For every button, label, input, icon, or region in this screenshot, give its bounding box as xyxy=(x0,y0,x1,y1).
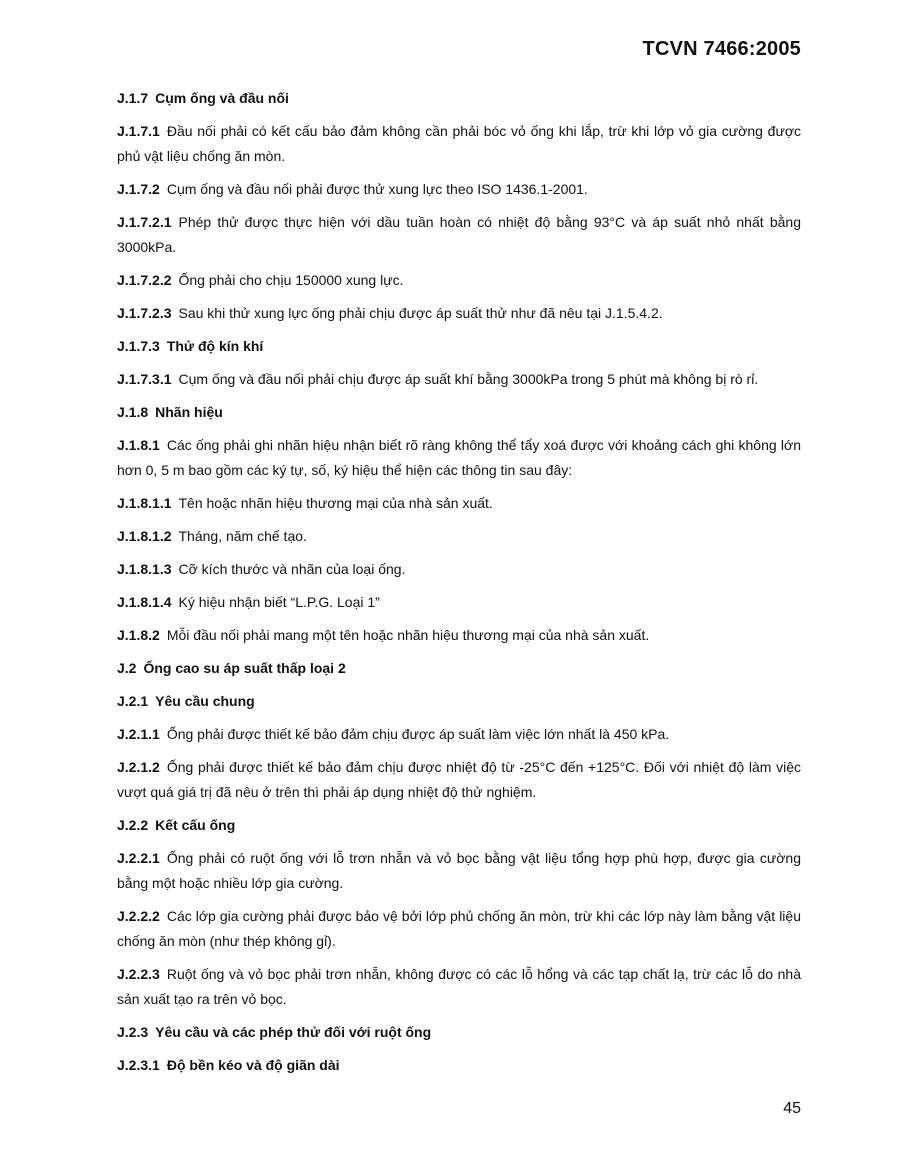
clause-text: Kết cấu ống xyxy=(155,817,236,833)
clause-text: Đầu nối phải có kết cấu bảo đảm không cần phải bóc vỏ ống khi lắp, trừ khi lớp vỏ gia cường được phủ vật liệu chống ăn mòn. xyxy=(117,123,801,164)
clause-paragraph xyxy=(117,904,801,954)
clause-paragraph xyxy=(117,491,801,516)
clause-text: Sau khi thử xung lực ống phải chịu được áp suất thử như đã nêu tại J.1.5.4.2. xyxy=(178,305,663,321)
clause-number: J.2.2.1 xyxy=(117,850,160,866)
clause-number: J.2.2 xyxy=(117,817,149,833)
clause-text: Ruột ống và vỏ bọc phải trơn nhẵn, không được có các lỗ hổng và các tạp chất lạ, trừ các lỗ do nhà sản xuất tạo ra trên vỏ bọc. xyxy=(117,966,801,1007)
clause-paragraph xyxy=(117,962,801,1012)
clause-text: Ký hiệu nhận biết “L.P.G. Loại 1” xyxy=(178,594,380,610)
clause-number: J.1.7.3 xyxy=(117,338,160,354)
clause-text: Ống phải được thiết kế bảo đảm chịu được nhiệt độ từ -25°C đến +125°C. Đối với nhiệt độ làm việc vượt quá giá trị đã nêu ở trên thì phải áp dụng nhiệt độ thử nghiệm. xyxy=(117,759,801,800)
clause-paragraph xyxy=(117,119,801,169)
clause-text: Tên hoặc nhãn hiệu thương mại của nhà sản xuất. xyxy=(178,495,493,511)
clause-number: J.2.3 xyxy=(117,1024,149,1040)
clause-text: Ống phải cho chịu 150000 xung lực. xyxy=(178,272,404,288)
clause-number: J.1.8.2 xyxy=(117,627,160,643)
clause-text: Độ bền kéo và độ giãn dài xyxy=(166,1057,340,1073)
clause-paragraph xyxy=(117,268,801,293)
clause-number: J.2.2.3 xyxy=(117,966,160,982)
clause-number: J.1.8 xyxy=(117,404,149,420)
clause-paragraph xyxy=(117,755,801,805)
clause-number: J.2.1 xyxy=(117,693,149,709)
clause-paragraph xyxy=(117,301,801,326)
clause-number: J.1.7.2.2 xyxy=(117,272,172,288)
clause-number: J.2.3.1 xyxy=(117,1057,160,1073)
clause-paragraph xyxy=(117,210,801,260)
clause-text: Ống phải có ruột ống với lỗ trơn nhẵn và vỏ bọc bằng vật liệu tổng hợp phù hợp, được gia cường bằng một hoặc nhiều lớp gia cường. xyxy=(117,850,801,891)
clause-text: Mỗi đầu nối phải mang một tên hoặc nhãn hiệu thương mại của nhà sản xuất. xyxy=(166,627,650,643)
clause-text: Các ống phải ghi nhãn hiệu nhận biết rõ ràng không thể tẩy xoá được với khoảng cách ghi không lớn hơn 0, 5 m bao gồm các ký tự, số, ký hiệu thể hiện các thông tin sau đây: xyxy=(117,437,801,478)
clause-number: J.1.7.1 xyxy=(117,123,160,139)
clause-number: J.1.7.2.1 xyxy=(117,214,172,230)
clause-text: Phép thử được thực hiện với dầu tuần hoàn có nhiệt độ bằng 93°C và áp suất nhỏ nhất bằng 3000kPa. xyxy=(117,214,801,255)
clause-text: Các lớp gia cường phải được bảo vệ bởi lớp phủ chống ăn mòn, trừ khi các lớp này làm bằng vật liệu chống ăn mòn (như thép không gỉ). xyxy=(117,908,801,949)
section-heading xyxy=(117,813,801,838)
clause-paragraph xyxy=(117,623,801,648)
clause-number: J.2.1.2 xyxy=(117,759,160,775)
clause-text: Cụm ống và đầu nối phải chịu được áp suất khí bằng 3000kPa trong 5 phút mà không bị rò rỉ. xyxy=(178,371,759,387)
clause-number: J.2.1.1 xyxy=(117,726,160,742)
clause-number: J.2.2.2 xyxy=(117,908,160,924)
clause-text: Cụm ống và đầu nối phải được thử xung lực theo ISO 1436.1-2001. xyxy=(166,181,588,197)
clause-paragraph xyxy=(117,557,801,582)
clause-paragraph xyxy=(117,524,801,549)
clause-number: J.1.7.3.1 xyxy=(117,371,172,387)
clause-number: J.1.8.1.1 xyxy=(117,495,172,511)
clause-paragraph xyxy=(117,177,801,202)
clause-text: Yêu cầu và các phép thử đối với ruột ống xyxy=(155,1024,432,1040)
clause-paragraph xyxy=(117,433,801,483)
section-heading xyxy=(117,1020,801,1045)
section-heading xyxy=(117,656,801,681)
clause-text: Thử độ kín khí xyxy=(166,338,264,354)
section-heading xyxy=(117,1053,801,1078)
clause-paragraph xyxy=(117,722,801,747)
clause-number: J.1.8.1.3 xyxy=(117,561,172,577)
section-heading xyxy=(117,334,801,359)
section-heading xyxy=(117,400,801,425)
clause-number: J.1.8.1.2 xyxy=(117,528,172,544)
clause-number: J.1.7.2 xyxy=(117,181,160,197)
clause-text: Tháng, năm chế tạo. xyxy=(178,528,307,544)
clause-text: Nhãn hiệu xyxy=(155,404,223,420)
clause-text: Ống phải được thiết kế bảo đảm chịu được áp suất làm việc lớn nhất là 450 kPa. xyxy=(166,726,670,742)
clause-text: Ống cao su áp suất thấp loại 2 xyxy=(143,660,346,676)
clause-number: J.1.7 xyxy=(117,90,149,106)
clause-paragraph xyxy=(117,367,801,392)
section-heading xyxy=(117,689,801,714)
clause-number: J.1.8.1 xyxy=(117,437,160,453)
page-number: 45 xyxy=(783,1100,801,1117)
section-heading xyxy=(117,86,801,111)
document-body xyxy=(117,86,801,1086)
clause-number: J.1.8.1.4 xyxy=(117,594,172,610)
clause-number: J.2 xyxy=(117,660,137,676)
clause-text: Cụm ống và đầu nối xyxy=(155,90,289,106)
clause-number: J.1.7.2.3 xyxy=(117,305,172,321)
clause-paragraph xyxy=(117,590,801,615)
clause-text: Yêu cầu chung xyxy=(155,693,255,709)
document-standard-code: TCVN 7466:2005 xyxy=(642,38,801,60)
clause-text: Cỡ kích thước và nhãn của loại ống. xyxy=(178,561,406,577)
clause-paragraph xyxy=(117,846,801,896)
